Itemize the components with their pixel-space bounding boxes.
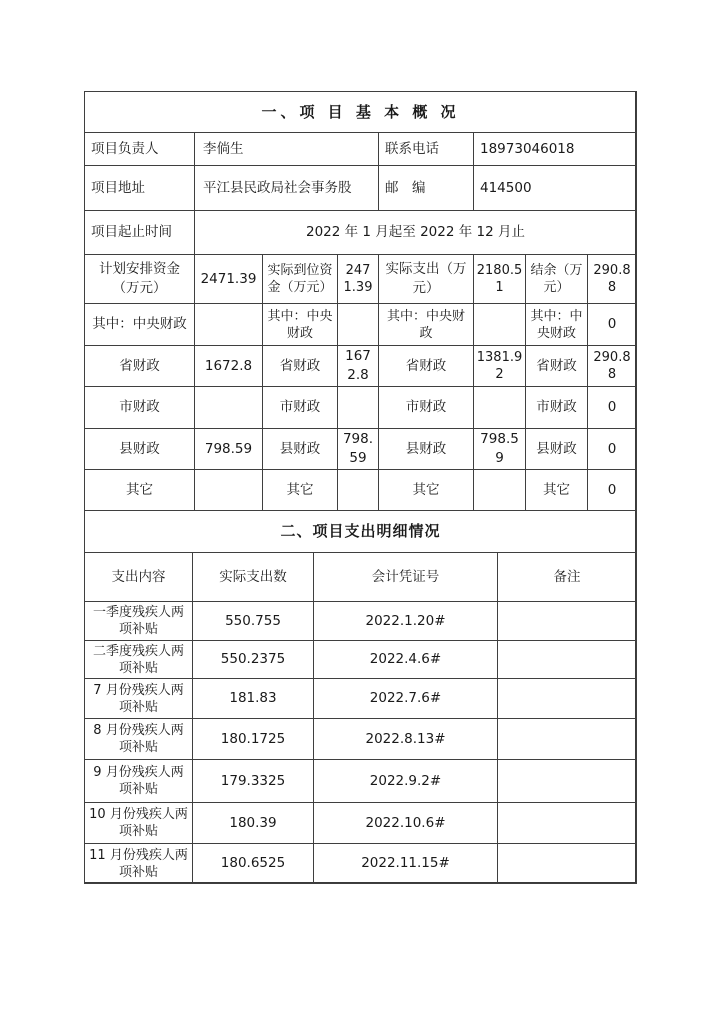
balance-value: 290.88 xyxy=(588,255,637,304)
expense-voucher: 2022.9.2# xyxy=(314,760,498,803)
column-header-amount: 实际支出数 xyxy=(193,553,314,602)
funds-row-central xyxy=(85,304,637,346)
expense-content: 8 月份残疾人两项补贴 xyxy=(85,719,193,760)
period-label: 项目起止时间 xyxy=(85,211,195,255)
fund-value xyxy=(474,304,526,346)
expense-note xyxy=(498,760,637,803)
column-header-note: 备注 xyxy=(498,553,637,602)
fund-value: 1672.8 xyxy=(195,346,263,387)
expense-voucher: 2022.11.15# xyxy=(314,844,498,884)
fund-label: 其它 xyxy=(526,470,588,511)
expense-amount: 181.83 xyxy=(193,679,314,719)
received-funds-label: 实际到位资金（万元） xyxy=(263,255,338,304)
expense-note xyxy=(498,602,637,641)
funds-row-county xyxy=(85,429,637,470)
expense-content: 10 月份残疾人两项补贴 xyxy=(85,803,193,844)
expense-note xyxy=(498,719,637,760)
fund-label: 其它 xyxy=(263,470,338,511)
fund-label: 其它 xyxy=(379,470,474,511)
fund-value: 0 xyxy=(588,304,637,346)
funds-row-province xyxy=(85,346,637,387)
fund-label: 市财政 xyxy=(379,387,474,429)
fund-label: 其中：中央财政 xyxy=(379,304,474,346)
column-header-voucher: 会计凭证号 xyxy=(314,553,498,602)
table-row xyxy=(85,844,637,884)
address-label: 项目地址 xyxy=(85,166,195,211)
section2-title: 二、项目支出明细情况 xyxy=(85,511,637,553)
fund-value xyxy=(195,470,263,511)
leader-row xyxy=(85,133,637,166)
expense-voucher: 2022.10.6# xyxy=(314,803,498,844)
fund-label: 市财政 xyxy=(263,387,338,429)
fund-value xyxy=(474,387,526,429)
phone-value: 18973046018 xyxy=(474,133,637,166)
fund-label: 县财政 xyxy=(379,429,474,470)
expense-content: 二季度残疾人两项补贴 xyxy=(85,641,193,679)
fund-value xyxy=(195,304,263,346)
postcode-value: 414500 xyxy=(474,166,637,211)
section1-title-row xyxy=(85,92,637,133)
fund-label: 县财政 xyxy=(526,429,588,470)
balance-label: 结余（万元） xyxy=(526,255,588,304)
fund-value: 798.59 xyxy=(474,429,526,470)
fund-value: 1381.92 xyxy=(474,346,526,387)
section1-title: 一、项 目 基 本 概 况 xyxy=(85,92,637,133)
funds-row-other xyxy=(85,470,637,511)
fund-label: 省财政 xyxy=(526,346,588,387)
period-row xyxy=(85,211,637,255)
funds-row-city xyxy=(85,387,637,429)
received-funds-value: 2471.39 xyxy=(338,255,379,304)
expense-amount: 179.3325 xyxy=(193,760,314,803)
column-header-content: 支出内容 xyxy=(85,553,193,602)
expense-amount: 550.755 xyxy=(193,602,314,641)
address-value: 平江县民政局社会事务股 xyxy=(195,166,379,211)
fund-label: 其中：中央财政 xyxy=(526,304,588,346)
table-row xyxy=(85,719,637,760)
postcode-label: 邮 编 xyxy=(379,166,474,211)
fund-value xyxy=(474,470,526,511)
fund-label: 省财政 xyxy=(85,346,195,387)
fund-value xyxy=(338,304,379,346)
fund-label: 其它 xyxy=(85,470,195,511)
expenditure-detail-table xyxy=(84,510,637,884)
expense-voucher: 2022.7.6# xyxy=(314,679,498,719)
phone-label: 联系电话 xyxy=(379,133,474,166)
fund-label: 县财政 xyxy=(263,429,338,470)
table-row xyxy=(85,641,637,679)
fund-value: 0 xyxy=(588,429,637,470)
actual-spent-label: 实际支出（万元） xyxy=(379,255,474,304)
period-value: 2022 年 1 月起至 2022 年 12 月止 xyxy=(195,211,637,255)
fund-label: 省财政 xyxy=(263,346,338,387)
address-row xyxy=(85,166,637,211)
fund-label: 其中：中央财政 xyxy=(85,304,195,346)
expense-note xyxy=(498,679,637,719)
expense-note xyxy=(498,803,637,844)
fund-label: 县财政 xyxy=(85,429,195,470)
expense-amount: 180.39 xyxy=(193,803,314,844)
expense-amount: 180.1725 xyxy=(193,719,314,760)
table-row xyxy=(85,760,637,803)
actual-spent-value: 2180.51 xyxy=(474,255,526,304)
expense-content: 一季度残疾人两项补贴 xyxy=(85,602,193,641)
section2-title-row xyxy=(85,511,637,553)
fund-value: 1672.8 xyxy=(338,346,379,387)
fund-value: 290.88 xyxy=(588,346,637,387)
fund-label: 市财政 xyxy=(526,387,588,429)
expense-note xyxy=(498,844,637,884)
expense-note xyxy=(498,641,637,679)
fund-value: 798.59 xyxy=(338,429,379,470)
expense-content: 11 月份残疾人两项补贴 xyxy=(85,844,193,884)
fund-label: 其中：中央财政 xyxy=(263,304,338,346)
leader-value: 李倘生 xyxy=(195,133,379,166)
fund-label: 市财政 xyxy=(85,387,195,429)
planned-funds-label: 计划安排资金（万元） xyxy=(85,255,195,304)
expense-content: 7 月份残疾人两项补贴 xyxy=(85,679,193,719)
table-row xyxy=(85,803,637,844)
fund-value xyxy=(338,387,379,429)
fund-label: 省财政 xyxy=(379,346,474,387)
leader-label: 项目负责人 xyxy=(85,133,195,166)
expense-voucher: 2022.4.6# xyxy=(314,641,498,679)
planned-funds-value: 2471.39 xyxy=(195,255,263,304)
fund-value xyxy=(195,387,263,429)
fund-value xyxy=(338,470,379,511)
funds-header-row xyxy=(85,255,637,304)
table-row xyxy=(85,602,637,641)
project-overview-table xyxy=(84,91,637,511)
table-row xyxy=(85,679,637,719)
expense-voucher: 2022.8.13# xyxy=(314,719,498,760)
fund-value: 0 xyxy=(588,470,637,511)
column-header-row xyxy=(85,553,637,602)
fund-value: 0 xyxy=(588,387,637,429)
expense-content: 9 月份残疾人两项补贴 xyxy=(85,760,193,803)
expense-amount: 550.2375 xyxy=(193,641,314,679)
expense-voucher: 2022.1.20# xyxy=(314,602,498,641)
expense-amount: 180.6525 xyxy=(193,844,314,884)
fund-value: 798.59 xyxy=(195,429,263,470)
